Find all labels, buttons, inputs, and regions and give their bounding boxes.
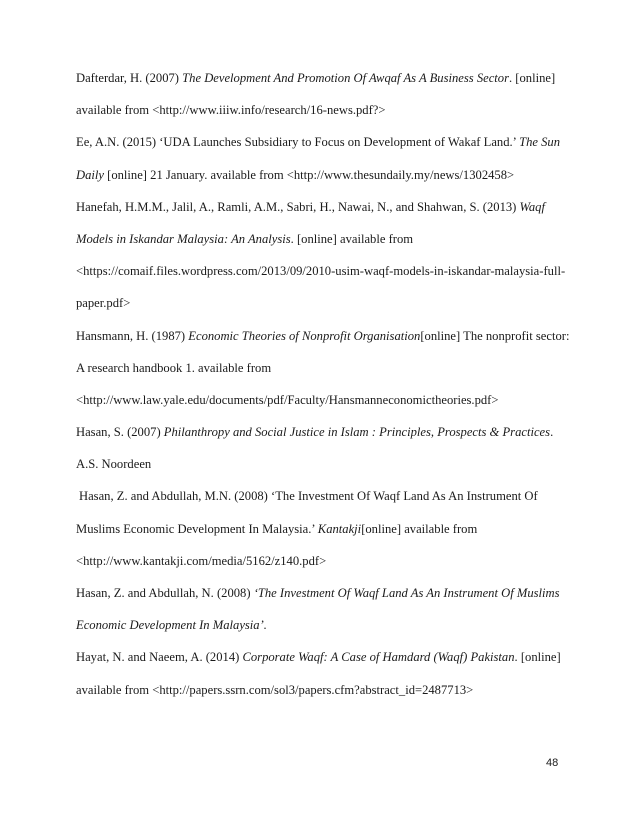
reference-entry [76,191,576,320]
reference-text: A research handbook 1. available from [76,360,272,375]
reference-text: [online] 21 January. available from <http://www.thesundaily.my/news/1302458> [103,167,515,182]
reference-text: Hansmann, H. (1987) [76,328,189,343]
reference-line [76,513,576,545]
reference-line [76,320,576,352]
reference-text: <http://www.kantakji.com/media/5162/z140.pdf> [76,553,327,568]
reference-entry [76,577,576,641]
reference-line [76,191,576,223]
reference-line [76,94,576,126]
reference-text: . [online] [514,650,561,665]
reference-entry [76,480,576,577]
reference-text: . [online] [509,71,556,85]
reference-text: Hasan, Z. and Abdullah, M.N. (2008) ‘The Investment Of Waqf Land As An Instrument Of [79,489,538,504]
reference-title-text: Waqf [519,199,545,214]
reference-entry [76,320,576,417]
reference-title-text: The Sun [519,135,560,150]
reference-line [76,448,576,480]
reference-title-text: Economic Theories of Nonprofit Organisation [188,328,421,343]
reference-line [76,255,576,287]
reference-line [76,223,576,255]
reference-entry [76,416,576,480]
reference-text: Dafterdar, H. (2007) [76,71,183,85]
reference-line [76,384,576,416]
reference-line [76,480,576,512]
reference-text: [online] available from [361,521,478,536]
reference-line [76,641,576,673]
reference-line [76,352,576,384]
reference-line [76,609,576,641]
page-number: 48 [546,757,559,769]
reference-line [76,577,576,609]
reference-list [76,62,576,706]
reference-entry [76,62,576,126]
reference-text: <https://comaif.files.wordpress.com/2013/09/2010-usim-waqf-models-in-iskandar-malaysia-full- [76,264,566,279]
reference-title-text: The Development And Promotion Of Awqaf As A Business Sector [182,71,509,85]
reference-line [76,416,576,448]
reference-text: . [550,425,554,440]
reference-text: Ee, A.N. (2015) ‘UDA Launches Subsidiary to Focus on Development of Wakaf Land.’ [76,135,520,150]
reference-text: available from <http://papers.ssrn.com/sol3/papers.cfm?abstract_id=2487713> [76,682,474,697]
reference-line [76,287,576,319]
reference-title-text: Philanthropy and Social Justice in Islam : Principles, Prospects & Practices [163,425,551,440]
reference-title-text: Daily [76,167,104,182]
reference-text: . [online] available from [290,231,414,246]
reference-text: A.S. Noordeen [76,457,152,472]
reference-text: Hasan, Z. and Abdullah, N. (2008) [76,586,254,600]
reference-text: Hasan, S. (2007) [76,425,164,440]
reference-entry [76,126,576,190]
reference-text: Hanefah, H.M.M., Jalil, A., Ramli, A.M., Sabri, H., Nawai, N., and Shahwan, S. (2013) [76,199,520,214]
reference-line [76,62,576,94]
reference-title-text: Corporate Waqf: A Case of Hamdard (Waqf) Pakistan [242,650,515,665]
reference-text: available from <http://www.iiiw.info/research/16-news.pdf?> [76,103,386,118]
reference-title-text: ‘The Investment Of Waqf Land As An Instrument Of Muslims [253,586,560,600]
reference-line [76,126,576,158]
reference-text: [online] The nonprofit sector: [420,328,570,343]
reference-text: <http://www.law.yale.edu/documents/pdf/Faculty/Hansmanneconomictheories.pdf> [76,392,499,407]
reference-text: Hayat, N. and Naeem, A. (2014) [76,650,243,665]
reference-title-text: Kantakji [317,521,362,536]
reference-entry [76,641,576,705]
reference-text: paper.pdf> [76,296,131,311]
reference-line [76,674,576,706]
reference-title-text: Models in Iskandar Malaysia: An Analysis [76,231,291,246]
reference-line [76,159,576,191]
reference-line [76,545,576,577]
reference-title-text: Economic Development In Malaysia’. [76,618,267,633]
reference-text: Muslims Economic Development In Malaysia.’ [76,521,318,536]
